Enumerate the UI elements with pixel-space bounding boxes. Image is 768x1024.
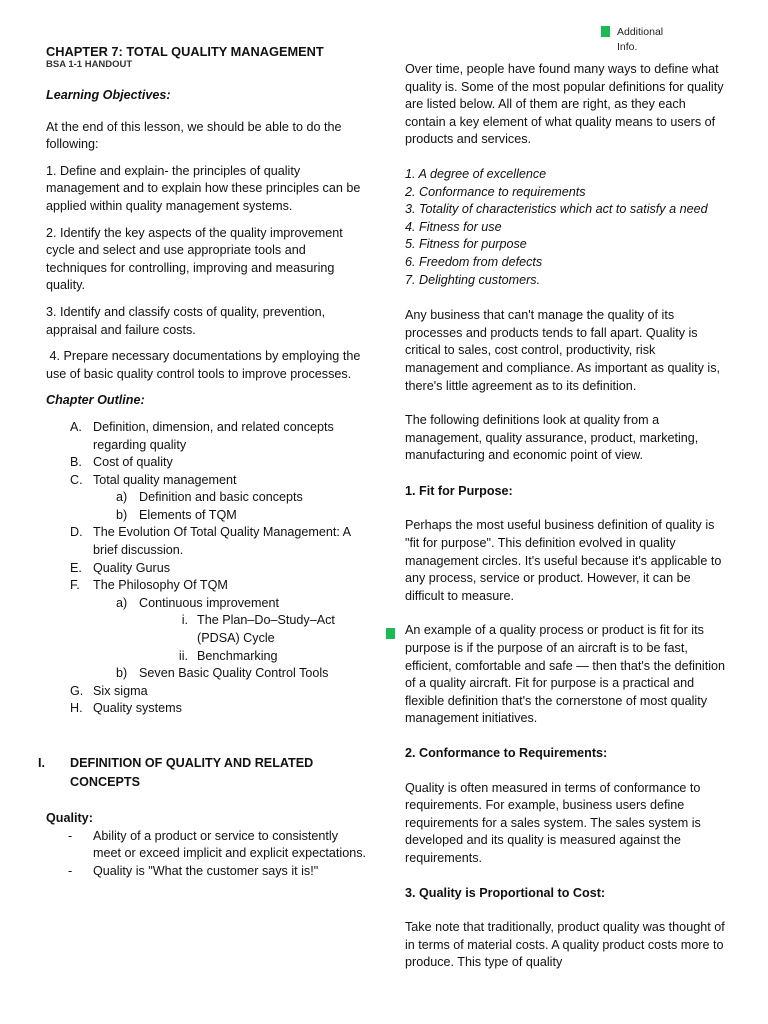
outline-marker: b) xyxy=(116,666,128,681)
outline-marker: i. xyxy=(181,613,188,628)
section-title: DEFINITION OF QUALITY AND RELATED CONCEPTS xyxy=(70,756,314,789)
cost-heading: 3. Quality is Proportional to Cost: xyxy=(405,885,606,900)
outline-text: Definition, dimension, and related concepts regarding quality xyxy=(93,419,334,452)
outline-item xyxy=(46,560,368,578)
outline-text: Quality Gurus xyxy=(93,560,170,575)
definition-item: 7. Delighting customers. xyxy=(405,272,541,287)
objective-2: 2. Identify the key aspects of the quality improvement cycle and select and use appropriate tools and techniques for controlling, improving and measuring quality. xyxy=(46,225,343,293)
intro-paragraph: Over time, people have found many ways to define what quality is. Some of the most popular definitions for quality are listed below. All of them are right, as they each contain a key element of what quality means to users of products and services. xyxy=(405,62,724,147)
outline-subitem xyxy=(46,665,368,683)
outline-item xyxy=(46,577,368,595)
definition-item: 6. Freedom from defects xyxy=(405,254,543,269)
fit-for-purpose-heading: 1. Fit for Purpose: xyxy=(405,483,513,498)
outline-marker: ii. xyxy=(178,648,188,663)
outline-item xyxy=(46,454,368,472)
dash-marker: - xyxy=(68,828,73,843)
chapter-outline xyxy=(46,419,368,718)
outline-marker: G. xyxy=(70,683,84,698)
section-heading xyxy=(38,754,368,792)
objectives-heading: Learning Objectives: xyxy=(46,88,171,102)
outline-heading: Chapter Outline: xyxy=(46,393,145,408)
outline-text: The Plan–Do–Study–Act (PDSA) Cycle xyxy=(197,613,335,646)
conformance-heading: 2. Conformance to Requirements: xyxy=(405,746,608,760)
outline-marker: C. xyxy=(70,472,83,487)
objective-3: 3. Identify and classify costs of quality, prevention, appraisal and failure costs. xyxy=(46,304,326,337)
left-column xyxy=(38,44,368,880)
right-column xyxy=(405,61,727,972)
outline-marker: b) xyxy=(116,507,128,522)
quality-definitions-list xyxy=(405,166,727,289)
quality-heading: Quality: xyxy=(46,811,93,825)
cost-paragraph: Take note that traditionally, product quality was thought of in terms of material costs. A quality product costs more to produce. This type of quality xyxy=(405,920,725,970)
objectives-intro: At the end of this lesson, we should be able to do the following: xyxy=(46,119,342,152)
section-number: I. xyxy=(38,756,45,770)
outline-marker: E. xyxy=(70,560,82,575)
outline-subitem xyxy=(46,489,368,507)
outline-text: Quality systems xyxy=(93,701,182,716)
outline-item xyxy=(46,419,368,454)
outline-text: Six sigma xyxy=(93,683,148,698)
annotation-marker-icon xyxy=(601,26,610,37)
objective-4: 4. Prepare necessary documentations by employing the use of basic quality control tools to improve processes. xyxy=(46,349,364,381)
viewpoints-paragraph: The following definitions look at quality from a management, quality assurance, product, marketing, manufacturing and economic point of view. xyxy=(405,413,699,463)
outline-text: Cost of quality xyxy=(93,455,173,470)
outline-marker: B. xyxy=(70,455,82,470)
outline-subsubitem xyxy=(46,612,368,647)
outline-item xyxy=(46,524,368,559)
list-item xyxy=(46,828,368,863)
conformance-paragraph: Quality is often measured in terms of conformance to requirements. For example, business users define requirements for a sales system. The sales system is developed and its quality is measured against the requirements. xyxy=(405,780,701,865)
outline-text: Continuous improvement xyxy=(139,595,280,610)
list-item-text: Quality is "What the customer says it is!" xyxy=(93,863,319,878)
annotation-note-line1: Additional xyxy=(617,26,664,38)
aircraft-example-paragraph: An example of a quality process or product is fit for its purpose is if the purpose of an aircraft is to be fast, efficient, comfortable and safe — then that's the definition of a quality aircraft. Fit for purpose is a practical and flexible definition that's the cornerstone of most quality management initiatives. xyxy=(405,623,726,726)
quality-points xyxy=(46,828,368,881)
chapter-title: CHAPTER 7: TOTAL QUALITY MANAGEMENT xyxy=(46,44,324,59)
outline-text: The Philosophy Of TQM xyxy=(93,578,228,593)
outline-text: Elements of TQM xyxy=(139,507,237,522)
definition-item: 5. Fitness for purpose xyxy=(405,237,527,252)
dash-marker: - xyxy=(68,863,73,878)
objective-1: 1. Define and explain- the principles of quality management and to explain how these principles can be applied within quality management systems. xyxy=(46,163,361,213)
outline-marker: a) xyxy=(116,595,128,610)
outline-marker: A. xyxy=(70,419,82,434)
paragraph-annotation-marker-icon xyxy=(386,628,395,639)
definition-item: 1. A degree of excellence xyxy=(405,166,547,181)
outline-text: Benchmarking xyxy=(197,648,278,663)
annotation-note xyxy=(617,25,663,55)
outline-marker: H. xyxy=(70,701,83,716)
outline-text: Definition and basic concepts xyxy=(139,490,303,505)
handout-subtitle: BSA 1-1 HANDOUT xyxy=(46,59,133,70)
definition-item: 2. Conformance to requirements xyxy=(405,184,586,199)
outline-subsubitem xyxy=(46,648,368,666)
definition-item: 3. Totality of characteristics which act to satisfy a need xyxy=(405,202,708,217)
outline-text: The Evolution Of Total Quality Management: A brief discussion. xyxy=(93,525,351,558)
outline-subitem xyxy=(46,507,368,525)
list-item-text: Ability of a product or service to consistently meet or exceed implicit and explicit expectations. xyxy=(93,828,366,861)
list-item xyxy=(46,863,368,881)
fit-for-purpose-paragraph: Perhaps the most useful business definition of quality is "fit for purpose". This definition evolved in quality management circles. It's useful because it's applicable to any process, service or product. However, it can be difficult to measure. xyxy=(405,518,722,603)
outline-item xyxy=(46,683,368,701)
outline-marker: a) xyxy=(116,490,128,505)
outline-text: Total quality management xyxy=(93,472,237,487)
outline-text: Seven Basic Quality Control Tools xyxy=(139,666,329,681)
outline-marker: D. xyxy=(70,525,83,540)
business-paragraph: Any business that can't manage the quality of its processes and products tends to fall apart. Quality is critical to sales, cost control, productivity, risk management and compliance. As important as quality is, there's little agreement as to its definition. xyxy=(405,308,721,393)
outline-item xyxy=(46,700,368,718)
outline-marker: F. xyxy=(70,578,80,593)
annotation-note-line2: Info. xyxy=(617,41,638,53)
outline-subitem xyxy=(46,595,368,613)
definition-item: 4. Fitness for use xyxy=(405,219,502,234)
outline-item xyxy=(46,472,368,490)
